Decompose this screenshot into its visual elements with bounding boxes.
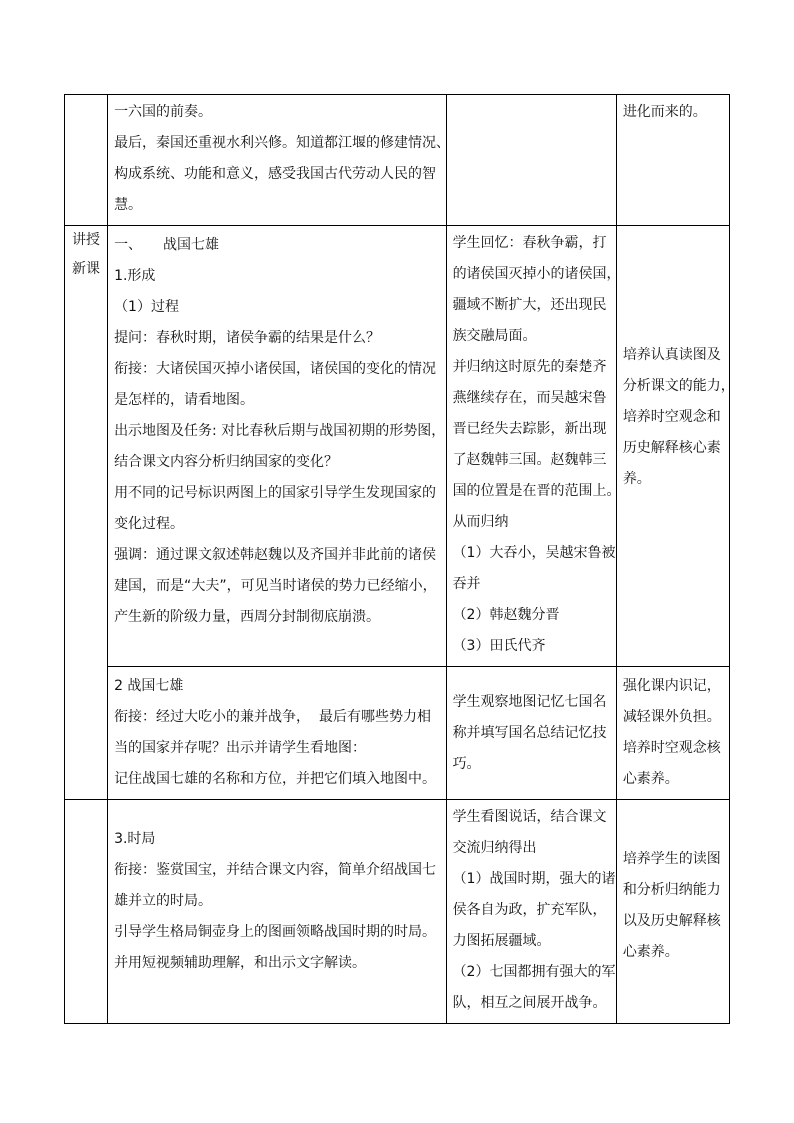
intent-line: 培养时空观念核	[622, 740, 721, 756]
table-row	[65, 800, 730, 1024]
content-line: 3.时局	[114, 831, 156, 847]
intent-line: 心素养。	[622, 943, 679, 960]
content-line: 用不同的记号标识两图上的国家引导学生发现国家的	[114, 485, 437, 501]
content-line: 强调：通过课文叙述韩赵魏以及齐国并非此前的诸侯	[114, 547, 437, 563]
student-line: 学生观察地图记忆七国名	[452, 693, 607, 710]
content-line: 最后，秦国还重视水利兴修。知道都江堰的修建情况、	[114, 135, 451, 151]
student-line: 晋已经失去踪影，新出现	[452, 421, 607, 437]
content-line: 记住战国七雄的名称和方位，并把它们填入地图中。	[114, 771, 437, 787]
student-line: 称并填写国名总结记忆技	[452, 724, 607, 741]
student-line: （1）战国时期，强大的诸	[452, 871, 616, 887]
student-line: 燕继续存在，而吴越宋鲁	[452, 390, 607, 406]
intent-line: 减轻课外负担。	[622, 709, 721, 725]
content-line: 出示地图及任务: 对比春秋后期与战国初期的形势图，	[114, 423, 446, 439]
intent-line: 分析课文的能力，	[622, 377, 735, 394]
content-line: 1.形成	[114, 268, 156, 284]
student-line: 吞并	[452, 576, 481, 592]
content-line: 雄并立的时局。	[114, 893, 213, 909]
content-line: 当的国家并存呢？出示并请学生看地图：	[114, 740, 367, 756]
student-line: 力图拓展疆域。	[452, 933, 551, 949]
intent-line: 养。	[622, 470, 651, 487]
student-line: （2）韩赵魏分晋	[452, 607, 560, 623]
content-line: 变化过程。	[114, 516, 185, 532]
content-line: 是怎样的，请看地图。	[114, 392, 255, 408]
stage-label-line: 新课	[72, 261, 101, 277]
intent-line: 培养学生的读图	[622, 850, 721, 867]
content-line: 引导学生格局铜壶身上的图画领略战国时期的时局。	[114, 924, 437, 940]
student-line: 的诸侯国灭掉小的诸侯国，	[452, 266, 621, 282]
student-activity-cell	[446, 800, 616, 1024]
student-activity-cell	[446, 226, 621, 667]
student-line: 并归纳这时原先的秦楚齐	[452, 359, 607, 375]
student-line: 交流归纳得出	[452, 840, 537, 856]
content-line: 慧。	[114, 197, 143, 213]
student-line: （1）大吞小，吴越宋鲁被	[452, 545, 616, 561]
design-intent-cell	[616, 667, 729, 800]
intent-line: 心素养。	[622, 771, 679, 787]
stage-cell	[65, 95, 108, 226]
table-row	[65, 95, 730, 226]
intent-line: 强化课内识记，	[622, 678, 721, 694]
intent-line: 培养时空观念和	[622, 408, 721, 425]
content-line: 结合课文内容分析归纳国家的变化？	[114, 454, 339, 470]
student-line: （2）七国都拥有强大的军	[452, 964, 616, 980]
student-line: 从而归纳	[452, 514, 509, 530]
student-line: 国的位置是在晋的范围上。	[452, 483, 621, 499]
teaching-content-cell	[108, 95, 451, 226]
content-line: 衔接：经过大吃小的兼并战争， 最后有哪些势力相	[114, 709, 431, 725]
intent-line: 以及历史解释核	[622, 912, 721, 929]
content-line: 一、 战国七雄	[114, 237, 220, 253]
content-line: 提问：春秋时期，诸侯争霸的结果是什么？	[114, 330, 381, 346]
stage-label-line: 讲授	[72, 232, 101, 248]
student-line: 队，相互之间展开战争。	[452, 995, 607, 1011]
student-line: 学生回忆：春秋争霸，打	[452, 235, 607, 251]
content-line: 衔接：鉴赏国宝，并结合课文内容，简单介绍战国七	[114, 862, 437, 878]
table-row	[65, 226, 730, 667]
stage-cell	[65, 800, 108, 1024]
student-line: 了赵魏韩三国。赵魏韩三	[452, 452, 607, 468]
lesson-plan-table	[64, 94, 735, 1024]
stage-cell	[65, 226, 108, 800]
student-line: 巧。	[452, 755, 481, 772]
content-line: 构成系统、功能和意义，感受我国古代劳动人民的智	[114, 166, 437, 182]
content-line: 一六国的前奏。	[114, 104, 213, 120]
content-line: 并用短视频辅助理解，和出示文字解读。	[114, 955, 367, 971]
student-line: 侯各自为政，扩充军队，	[452, 902, 607, 918]
content-line: 建国，而是“大夫”，可见当时诸侯的势力已经缩小，	[114, 578, 437, 594]
design-intent-cell	[616, 226, 735, 667]
intent-line: 和分析归纳能力	[622, 881, 721, 898]
student-line: 疆域不断扩大，还出现民	[452, 297, 607, 313]
design-intent-cell	[616, 800, 729, 1024]
intent-line: 进化而来的。	[622, 104, 707, 120]
design-intent-cell	[616, 95, 729, 226]
teaching-content-cell	[108, 667, 447, 800]
content-line: 产生新的阶级力量，西周分封制彻底崩溃。	[114, 609, 381, 625]
student-activity-cell	[446, 667, 616, 800]
content-line: 衔接：大诸侯国灭掉小诸侯国，诸侯国的变化的情况	[114, 361, 437, 377]
content-line: （1）过程	[114, 299, 179, 315]
teaching-content-cell	[108, 226, 447, 667]
intent-line: 历史解释核心素	[622, 439, 721, 456]
teaching-content-cell	[108, 800, 447, 1024]
table-row	[65, 667, 730, 800]
content-line: 2 战国七雄	[114, 678, 184, 694]
student-line: 族交融局面。	[452, 328, 537, 344]
student-line: （3）田氏代齐	[452, 638, 546, 654]
intent-line: 培养认真读图及	[622, 346, 721, 363]
student-activity-cell	[446, 95, 616, 226]
student-line: 学生看图说话，结合课文	[452, 809, 607, 825]
